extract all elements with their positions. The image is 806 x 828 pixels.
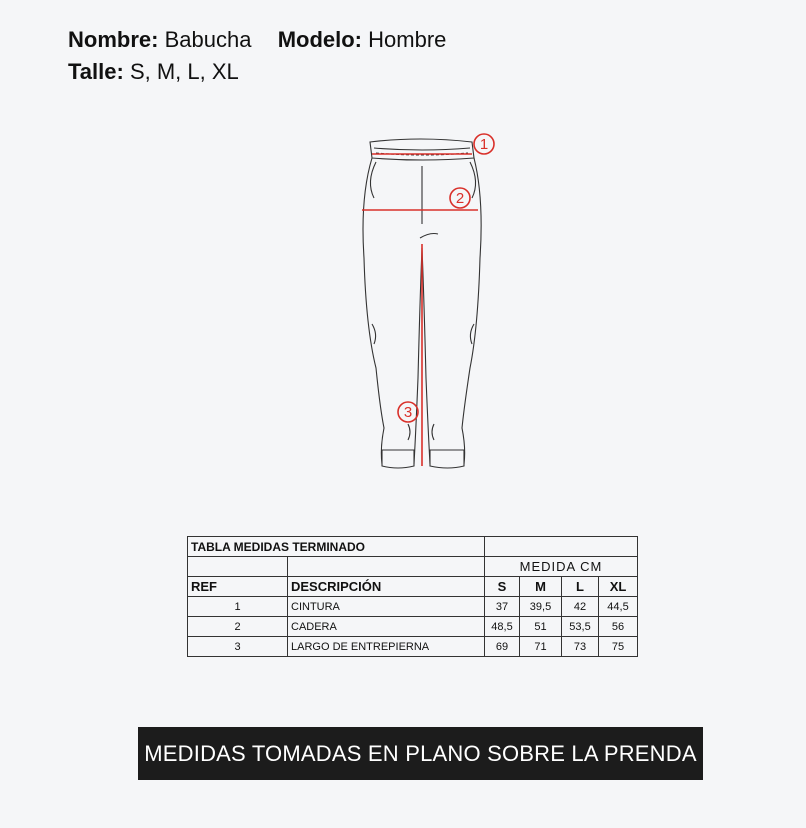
row-value: 53,5 (562, 617, 599, 637)
size-header-xl: XL (599, 577, 638, 597)
row-desc: CINTURA (288, 597, 485, 617)
name-model-line (68, 24, 446, 56)
product-header (68, 24, 446, 88)
pants-diagram (350, 128, 510, 478)
measurements-table (187, 536, 638, 657)
row-ref: 3 (188, 637, 288, 657)
talle-value: S, M, L, XL (129, 59, 239, 84)
row-value: 73 (562, 637, 599, 657)
nombre-label: Nombre: (68, 27, 159, 52)
table-row (188, 637, 638, 657)
desc-header: DESCRIPCIÓN (288, 577, 485, 597)
marker-3-label: 3 (403, 404, 413, 421)
row-value: 71 (520, 637, 562, 657)
row-value: 42 (562, 597, 599, 617)
row-value: 75 (599, 637, 638, 657)
row-ref: 1 (188, 597, 288, 617)
row-desc: LARGO DE ENTREPIERNA (288, 637, 485, 657)
size-header-m: M (520, 577, 562, 597)
ref-header: REF (188, 577, 288, 597)
table-row (188, 617, 638, 637)
marker-1-label: 1 (479, 136, 489, 153)
row-value: 56 (599, 617, 638, 637)
modelo-value: Hombre (368, 27, 447, 52)
table-title: TABLA MEDIDAS TERMINADO (188, 537, 485, 557)
nombre-value: Babucha (164, 27, 252, 52)
row-value: 69 (485, 637, 520, 657)
marker-2-label: 2 (455, 190, 465, 207)
table-row (188, 597, 638, 617)
row-value: 51 (520, 617, 562, 637)
size-header-l: L (562, 577, 599, 597)
medida-header: MEDIDA CM (485, 557, 638, 577)
row-desc: CADERA (288, 617, 485, 637)
row-value: 39,5 (520, 597, 562, 617)
pants-drawing (350, 128, 510, 478)
row-value: 48,5 (485, 617, 520, 637)
modelo-label: Modelo: (277, 27, 363, 52)
row-ref: 2 (188, 617, 288, 637)
row-value: 44,5 (599, 597, 638, 617)
row-value: 37 (485, 597, 520, 617)
talle-label: Talle: (68, 59, 124, 84)
talle-line (68, 56, 446, 88)
size-header-s: S (485, 577, 520, 597)
measurement-note-banner (138, 727, 703, 780)
banner-text: MEDIDAS TOMADAS EN PLANO SOBRE LA PRENDA (144, 740, 697, 766)
